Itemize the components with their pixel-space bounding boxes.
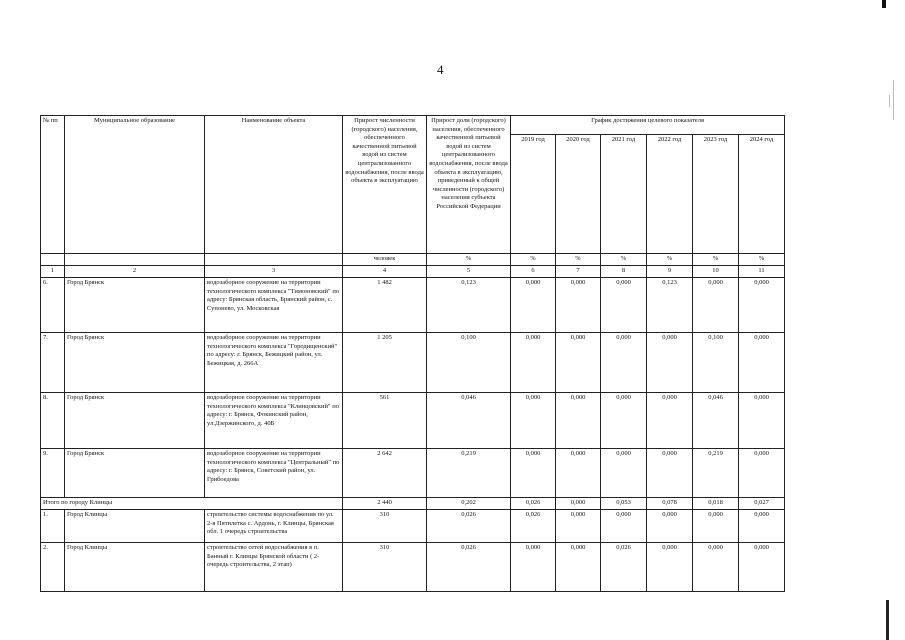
total-share: 0,202	[427, 498, 511, 510]
row-year-value: 0,000	[601, 333, 647, 393]
scan-mark	[893, 80, 894, 120]
column-number: 11	[739, 266, 785, 278]
row-num: 8.	[41, 393, 65, 449]
column-number: 6	[511, 266, 556, 278]
row-year-value: 0,000	[693, 278, 739, 333]
table-row	[41, 449, 785, 498]
row-year-value: 0,000	[556, 333, 601, 393]
column-number: 8	[601, 266, 647, 278]
row-year-value: 0,000	[556, 278, 601, 333]
row-year-value: 0,046	[693, 393, 739, 449]
header-object-name: Наименование объекта	[205, 116, 343, 254]
total-row	[41, 498, 785, 510]
scan-mark	[886, 600, 889, 640]
row-object: водозаборное сооружение на территории технологического комплекса "Клинцовский" по адресу: г. Брянск, Фокинский район, ул.Дзержинского, д. 40Б	[205, 393, 343, 449]
row-municipality: Город Брянск	[65, 449, 205, 498]
row-people: 310	[343, 510, 427, 543]
row-year-value: 0,000	[601, 510, 647, 543]
unit-cell: %	[511, 254, 556, 266]
total-year-value: 0,018	[693, 498, 739, 510]
header-year: 2021 год	[601, 135, 647, 254]
row-year-value: 0,000	[601, 449, 647, 498]
unit-cell: %	[427, 254, 511, 266]
row-municipality: Город Брянск	[65, 278, 205, 333]
row-year-value: 0,000	[739, 393, 785, 449]
row-year-value: 0,000	[693, 543, 739, 592]
row-share: 0,026	[427, 543, 511, 592]
total-year-value: 0,026	[511, 498, 556, 510]
total-year-value: 0,053	[601, 498, 647, 510]
row-year-value: 0,000	[647, 510, 693, 543]
header-municipality: Муниципальное образование	[65, 116, 205, 254]
row-year-value: 0,000	[739, 333, 785, 393]
row-year-value: 0,000	[693, 510, 739, 543]
row-year-value: 0,000	[647, 333, 693, 393]
row-object: строительство системы водоснабжения по ул. 2-я Пятилетка с. Ардонь, г. Клинцы, Брянская обл. 1 очередь строительства	[205, 510, 343, 543]
row-people: 1 482	[343, 278, 427, 333]
unit-cell: %	[556, 254, 601, 266]
header-year: 2023 год	[693, 135, 739, 254]
row-year-value: 0,000	[511, 449, 556, 498]
column-numbers-row	[41, 266, 785, 278]
column-number: 1	[41, 266, 65, 278]
row-municipality: Город Брянск	[65, 393, 205, 449]
row-year-value: 0,000	[647, 543, 693, 592]
row-year-value: 0,000	[556, 393, 601, 449]
row-year-value: 0,000	[601, 393, 647, 449]
row-year-value: 0,000	[556, 510, 601, 543]
unit-cell: %	[693, 254, 739, 266]
table-row	[41, 510, 785, 543]
row-share: 0,100	[427, 333, 511, 393]
row-year-value: 0,000	[739, 510, 785, 543]
scan-mark	[889, 95, 890, 107]
row-num: 9.	[41, 449, 65, 498]
row-year-value: 0,000	[511, 393, 556, 449]
row-people: 1 205	[343, 333, 427, 393]
row-num: 7.	[41, 333, 65, 393]
total-people: 2 440	[343, 498, 427, 510]
row-year-value: 0,000	[601, 278, 647, 333]
row-people: 2 642	[343, 449, 427, 498]
header-schedule: График достижения целевого показателя	[511, 116, 785, 135]
column-number: 7	[556, 266, 601, 278]
row-year-value: 0,000	[556, 543, 601, 592]
row-object: водозаборное сооружение на территории технологического комплекса "Центральный" по адресу: г. Брянск, Советский район, ул. Грибоедова	[205, 449, 343, 498]
scan-mark	[882, 0, 886, 8]
table-row	[41, 393, 785, 449]
total-label: Итого по городу Клинцы	[41, 498, 343, 510]
column-number: 2	[65, 266, 205, 278]
row-municipality: Город Клинцы	[65, 543, 205, 592]
row-year-value: 0,026	[601, 543, 647, 592]
row-year-value: 0,000	[511, 543, 556, 592]
row-year-value: 0,000	[739, 278, 785, 333]
header-year: 2022 год	[647, 135, 693, 254]
row-object: строительство сетей водоснабжения в п. Банный г. Клинцы Брянской области ( 2-очередь строительства, 2 этап)	[205, 543, 343, 592]
row-year-value: 0,219	[693, 449, 739, 498]
column-number: 5	[427, 266, 511, 278]
row-share: 0,026	[427, 510, 511, 543]
unit-cell: человек	[343, 254, 427, 266]
row-share: 0,123	[427, 278, 511, 333]
total-year-value: 0,027	[739, 498, 785, 510]
row-year-value: 0,000	[647, 449, 693, 498]
row-object: водозаборное сооружение на территории технологического комплекса "Городищенский" по адресу: г. Брянск, Бежицкий район, ул. Бежицкая, д. 266А	[205, 333, 343, 393]
header-year: 2024 год	[739, 135, 785, 254]
table-row	[41, 543, 785, 592]
row-year-value: 0,100	[693, 333, 739, 393]
page-number: 4	[437, 62, 444, 77]
header-year: 2019 год	[511, 135, 556, 254]
row-object: водозаборное сооружение на территории технологического комплекса "Тимоновский" по адресу: Брянская область, Брянский район, с. Супонево, ул. Московская	[205, 278, 343, 333]
header-pop-growth: Прирост численности (городского) населения, обеспеченного качественной питьевой водой из систем централизованного водоснабжения, после ввода объекта в эксплуатацию	[343, 116, 427, 254]
row-year-value: 0,000	[739, 543, 785, 592]
column-number: 3	[205, 266, 343, 278]
row-num: 2.	[41, 543, 65, 592]
row-num: 1.	[41, 510, 65, 543]
row-municipality: Город Брянск	[65, 333, 205, 393]
column-number: 10	[693, 266, 739, 278]
header-row	[41, 116, 785, 135]
row-year-value: 0,026	[511, 510, 556, 543]
units-row	[41, 254, 785, 266]
row-people: 310	[343, 543, 427, 592]
table-row	[41, 278, 785, 333]
header-year: 2020 год	[556, 135, 601, 254]
row-share: 0,046	[427, 393, 511, 449]
total-year-value: 0,000	[556, 498, 601, 510]
unit-cell: %	[647, 254, 693, 266]
unit-cell: %	[601, 254, 647, 266]
row-year-value: 0,000	[511, 278, 556, 333]
column-number: 4	[343, 266, 427, 278]
row-share: 0,219	[427, 449, 511, 498]
header-share-growth: Прирост доли (городского) населения, обеспеченного качественной питьевой водой из систем централизованного водоснабжения, после ввода объекта в эксплуатацию, приведенный к общей численности (городского) населения субъекта Российской Федерации	[427, 116, 511, 254]
total-year-value: 0,078	[647, 498, 693, 510]
header-num: № пп	[41, 116, 65, 254]
row-year-value: 0,000	[647, 393, 693, 449]
row-year-value: 0,000	[556, 449, 601, 498]
table-row	[41, 333, 785, 393]
row-year-value: 0,000	[511, 333, 556, 393]
row-num: 6.	[41, 278, 65, 333]
row-year-value: 0,123	[647, 278, 693, 333]
column-number: 9	[647, 266, 693, 278]
row-people: 561	[343, 393, 427, 449]
row-year-value: 0,000	[739, 449, 785, 498]
row-municipality: Город Клинцы	[65, 510, 205, 543]
unit-cell: %	[739, 254, 785, 266]
data-table	[40, 115, 785, 592]
